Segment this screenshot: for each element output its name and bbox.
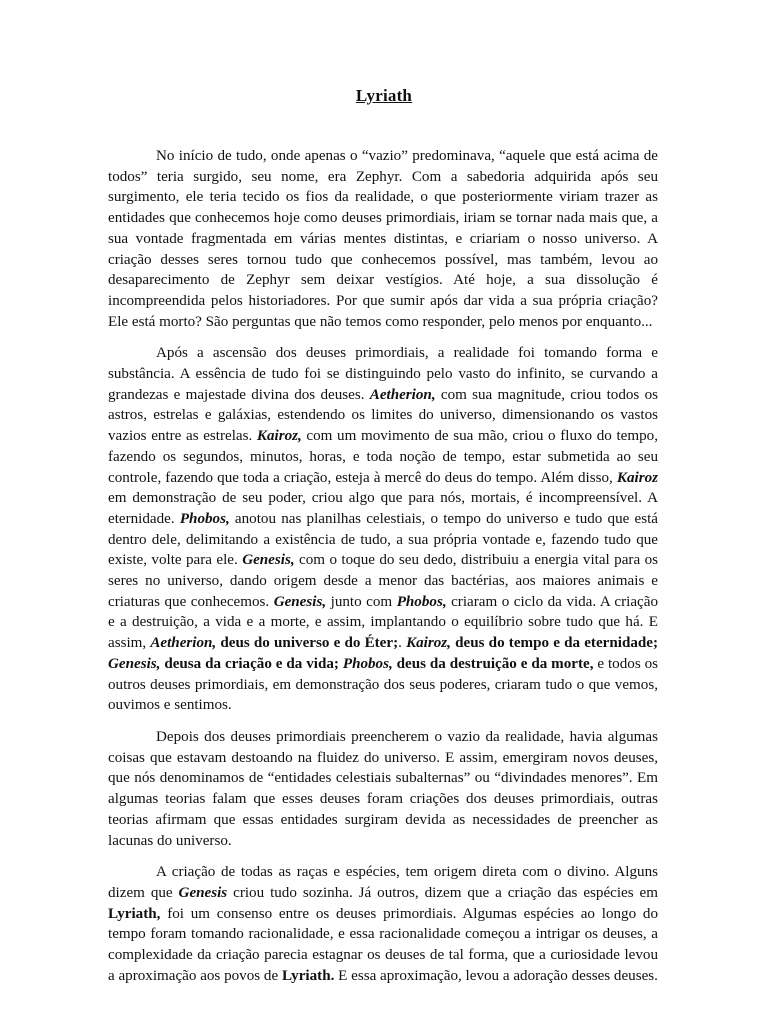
text-run: . (398, 635, 407, 652)
deity-name: Kairoz (616, 469, 658, 486)
text-run: com um movimento de sua mão, criou o fluxo do tempo, fazendo os segundos, minutos, horas, e toda noção de tempo, estar submetida ao seu controle, fazendo que toda a criação, esteja à mercê do deus do tempo. Além disso, (108, 428, 658, 486)
text-run: criaram o ciclo da vida. A criação e a destruição, a vida e a morte, e assim, implantando o equilíbrio sobre tudo que há. E assim, (108, 593, 658, 652)
text-run: foi um consenso entre os deuses primordiais. Algumas espécies ao longo do tempo foram tomando racionalidade, e essa racionalidade começou a intrigar os deuses, a complexidade da criação parecia estagnar os deuses de tal forma, que a curiosidade levou a aproximação aos povos de (108, 905, 658, 984)
world-name: Lyriath, (108, 905, 161, 922)
deity-title: deusa da criação e da vida; (160, 655, 343, 672)
deity-name: Kairoz, (406, 635, 451, 652)
deity-name: Genesis, (242, 552, 295, 569)
deity-name: Kairoz, (256, 428, 302, 445)
text-run: com sua magnitude, criou todos os astros, estrelas e galáxias, estendendo os limites do universo, dimensionando os vastos vazios entre as estrelas. (108, 386, 658, 445)
paragraph-3 (108, 727, 658, 851)
paragraph-2 (108, 343, 658, 716)
deity-name: Genesis (178, 884, 228, 901)
text-run: em demonstração de seu poder, criou algo que para nós, mortais, é incompreensível. A eternidade. (108, 490, 658, 527)
paragraph-4 (108, 862, 658, 986)
text-run: No início de tudo, onde apenas o “vazio” predominava, “aquele que está acima de todos” teria surgido, seu nome, era Zephyr. Com a sabedoria adquirida após seu surgimento, ele teria tecido os fios da realidade, o que posteriormente viriam trazer as entidades que conhecemos hoje como deuses primordiais, iriam se tornar nada mais que, a sua vontade fragmentada em várias mentes distintas, e criariam o nosso universo. A criação desses seres tornou tudo que conhecemos possível, mas também, levou ao desaparecimento de Zephyr sem deixar vestígios. Até hoje, a sua dissolução é incompreendida pelos historiadores. Por que sumir após dar vida a sua própria criação? Ele está morto? São perguntas que não temos como responder, pelo menos por enquanto... (108, 148, 658, 330)
text-run: E essa aproximação, levou a adoração desses deuses. (334, 967, 658, 984)
deity-name: Aetherion, (369, 386, 436, 403)
deity-name: Genesis, (273, 593, 327, 610)
document-title: Lyriath (355, 86, 413, 105)
text-run: Depois dos deuses primordiais preencherem o vazio da realidade, havia algumas coisas que estavam destoando na fluidez do universo. E assim, emergiram novos deuses, que nós denominamos de “entidades celestiais subalternas” ou “divindades menores”. Em algumas teorias falam que esses deuses foram criações dos deuses primordiais, outras teorias afirmam que essas entidades surgiram devida as necessidades de preencher as lacunas do universo. (108, 728, 658, 849)
text-run: junto com (326, 593, 397, 610)
text-run: anotou nas planilhas celestiais, o tempo do universo e tudo que está dentro dele, delimitando a existência de tudo, a sua própria vontade e, fazendo tudo que existe, volte para ele. (108, 510, 658, 569)
text-run: A criação de todas as raças e espécies, tem origem direta com o divino. Alguns dizem que (108, 864, 658, 901)
deity-name: Aetherion, (150, 635, 217, 652)
deity-name: Phobos, (396, 593, 447, 610)
text-run: com o toque do seu dedo, distribuiu a energia vital para os seres no universo, dando origem desde a menor das bactérias, aos maiores animais e criaturas que conhecemos. (108, 552, 658, 610)
document-body (108, 146, 658, 997)
deity-title: deus da destruição e da morte, (392, 655, 594, 672)
deity-title: deus do tempo e da eternidade; (450, 635, 659, 652)
text-run: criou tudo sozinha. Já outros, dizem que a criação das espécies em (227, 884, 658, 901)
deity-title: deus do universo e do Éter; (216, 635, 399, 652)
world-name: Lyriath. (281, 967, 335, 984)
paragraph-1 (108, 146, 658, 332)
deity-name: Phobos, (179, 510, 230, 527)
text-run: Após a ascensão dos deuses primordiais, a realidade foi tomando forma e substância. A essência de tudo foi se distinguindo pelo vasto do infinito, se curvando a grandezas e majestade divina dos deuses. (108, 345, 658, 403)
deity-name: Genesis, (108, 655, 161, 672)
text-run: e todos os outros deuses primordiais, em demonstração dos seus poderes, criaram tudo o que vemos, ouvimos e sentimos. (108, 655, 659, 714)
deity-name: Phobos, (342, 655, 393, 672)
